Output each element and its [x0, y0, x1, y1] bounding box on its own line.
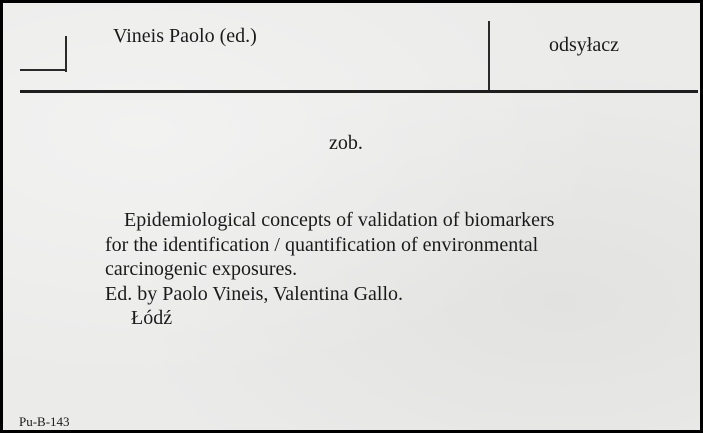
catalog-card — [3, 3, 700, 430]
publication-place: Łódź — [131, 307, 173, 329]
reference-label: odsyłacz — [549, 34, 619, 56]
header-rule — [20, 90, 698, 93]
corner-mark-vertical — [65, 36, 67, 72]
title-line-1: Epidemiological concepts of validation of biomarkers — [124, 209, 555, 231]
title-line-2: for the identification / quantification of environmental — [105, 233, 539, 256]
shelf-signature: Pu-B-143 — [19, 414, 70, 429]
entry-description — [105, 208, 554, 331]
title-line-3: carcinogenic exposures. — [105, 258, 298, 280]
header-divider — [488, 21, 490, 93]
see-label: zob. — [329, 132, 363, 154]
author-heading: Vineis Paolo (ed.) — [113, 25, 257, 47]
editors-line: Ed. by Paolo Vineis, Valentina Gallo. — [105, 282, 404, 305]
corner-mark-horizontal — [20, 69, 67, 71]
